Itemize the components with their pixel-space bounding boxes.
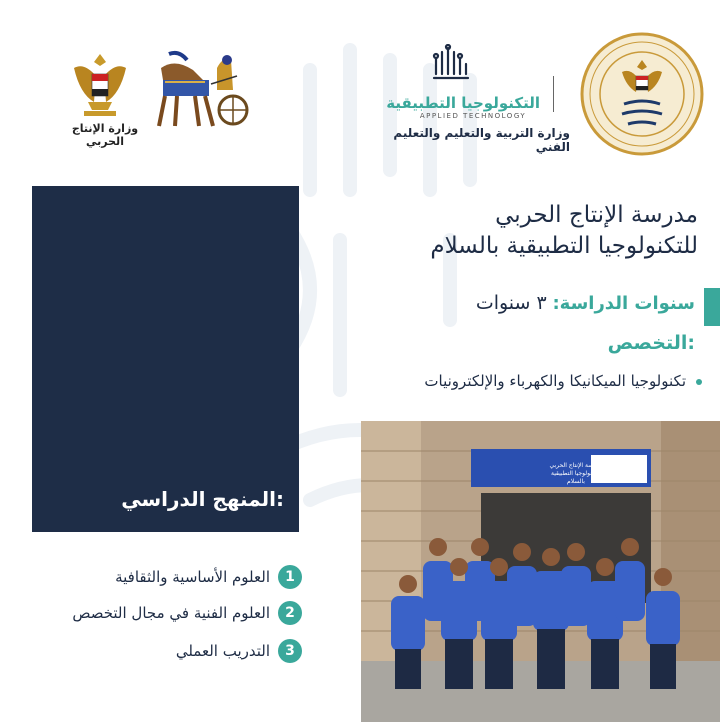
egypt-eagle-logo (70, 48, 130, 120)
ministry-of-education-seal (578, 30, 706, 158)
students-photo (361, 421, 720, 722)
applied-technology-ar: التكنولوجيا التطبيقية (386, 94, 540, 112)
curriculum-item-label: العلوم الفنية في مجال التخصص (72, 604, 270, 622)
curriculum-item (40, 598, 302, 628)
specialization-label: التخصص: (607, 332, 695, 354)
number-badge: 1 (278, 565, 302, 589)
study-years (330, 292, 695, 314)
header-divider (553, 76, 554, 112)
curriculum-title: المنهج الدراسي: (121, 487, 284, 511)
military-production-ministry-label: وزارة الإنتاج الحربي (71, 122, 139, 148)
number-badge: 3 (278, 639, 302, 663)
curriculum-item (40, 562, 302, 592)
curriculum-panel (32, 186, 299, 532)
education-ministry-label: وزارة التربية والتعليم والتعليم الفني (393, 126, 570, 154)
study-years-value: ٣ سنوات (475, 292, 547, 314)
curriculum-item (40, 636, 302, 666)
applied-technology-en: APPLIED TECHNOLOGY (419, 112, 527, 120)
study-years-label: سنوات الدراسة: (552, 293, 695, 314)
school-title-line1: مدرسة الإنتاج الحربي (495, 202, 698, 228)
number-badge: 2 (278, 601, 302, 625)
specialization-text: تكنولوجيا الميكانيكا والكهرباء والإلكترونيات (424, 372, 686, 390)
accent-bar (704, 288, 720, 326)
school-title (330, 200, 698, 262)
applied-technology-logo (430, 44, 470, 88)
building-sign: مدرسة الإنتاج الحربي للتكنولوجيا التطبيقية بالسلام (549, 462, 603, 485)
specialization-item (340, 372, 702, 390)
curriculum-item-label: العلوم الأساسية والثقافية (115, 568, 270, 586)
school-title-line2: للتكنولوجيا التطبيقية بالسلام (430, 233, 698, 259)
curriculum-item-label: التدريب العملي (175, 642, 270, 660)
bullet-icon (696, 379, 702, 385)
pharaonic-chariot-logo (155, 50, 250, 135)
